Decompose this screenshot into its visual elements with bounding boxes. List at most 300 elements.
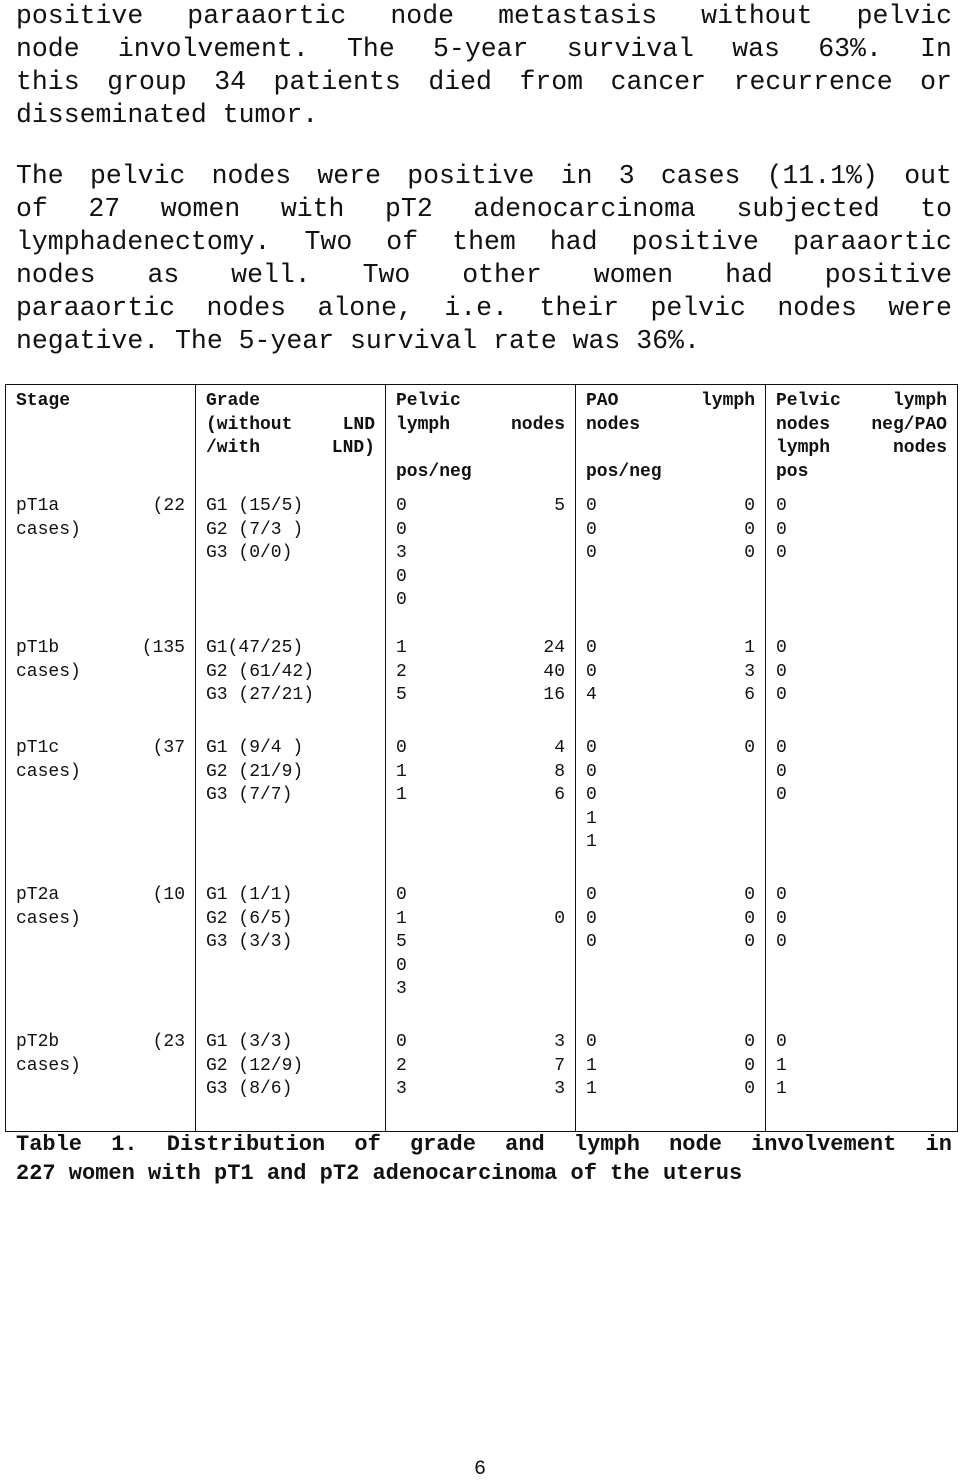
pelvic-nodes-cell [386, 490, 576, 632]
value-line: 1 [776, 1079, 787, 1099]
value-row [396, 1055, 565, 1079]
word: lymphadenectomy. [16, 227, 271, 257]
value-row [396, 955, 565, 979]
grade-line: G2 (21/9) [206, 761, 304, 782]
grade-cell [196, 632, 386, 732]
word: of [354, 1132, 381, 1157]
word: grade [409, 1132, 476, 1157]
header-word: neg/PAO [871, 414, 947, 435]
word: The [159, 326, 223, 356]
value-row [586, 519, 755, 543]
header-word: lymph [776, 438, 831, 458]
word: their [539, 293, 619, 323]
header-pao-nodes [576, 385, 766, 491]
header-word: LND) [331, 438, 375, 458]
word: this [16, 67, 80, 97]
grade-line: G3 (8/6) [206, 1079, 293, 1099]
word: positive [824, 260, 952, 290]
value-row [586, 908, 755, 932]
neg-value: 0 [744, 1079, 755, 1099]
word: negative. [16, 326, 160, 356]
grade-line: G1(47/25) [206, 638, 304, 658]
word: nodes [777, 293, 857, 323]
neg-value: 3 [744, 661, 755, 682]
caption-line [16, 1130, 952, 1159]
value-row [396, 589, 565, 613]
stage-word: cases) [16, 908, 81, 929]
stage-cell [6, 490, 196, 632]
word: in [925, 1132, 952, 1157]
value-line: 0 [776, 1032, 787, 1052]
pos-value: 5 [396, 932, 407, 952]
word: node [390, 1, 455, 31]
word: 1. [111, 1132, 138, 1157]
neg-value: 4 [554, 738, 565, 758]
pos-value: 0 [586, 908, 597, 929]
pao-nodes-cell [576, 879, 766, 1026]
value-line: 0 [776, 638, 787, 658]
word: 63%. [818, 34, 882, 64]
neg-value: 0 [744, 932, 755, 952]
value-row [396, 784, 565, 808]
page-number: 6 [473, 1458, 486, 1481]
word: of [557, 1161, 597, 1186]
header-word: pos/neg [396, 461, 472, 482]
pos-value: 0 [396, 496, 407, 516]
word: to [920, 194, 952, 224]
word: of [16, 194, 48, 224]
value-row [396, 1031, 565, 1055]
value-row [586, 784, 755, 808]
pao-nodes-cell [576, 632, 766, 732]
pelvic-neg-pao-pos-cell [766, 879, 958, 1026]
word: 3 [618, 161, 635, 191]
grade-line: G1 (1/1) [206, 885, 293, 905]
word: Two [362, 260, 411, 290]
pos-value: 0 [586, 1032, 597, 1052]
grade-line: G3 (0/0) [206, 543, 293, 563]
pos-value: 1 [586, 1079, 597, 1099]
header-word: /with [206, 438, 261, 458]
text-line [16, 259, 952, 292]
header-line [206, 437, 375, 461]
pos-value: 2 [396, 1055, 407, 1076]
word: The [347, 34, 395, 64]
pos-value: 2 [396, 661, 407, 682]
table-row [6, 879, 958, 1026]
word: lymph [573, 1132, 640, 1157]
value-line: 0 [776, 932, 787, 952]
pos-value: 4 [586, 685, 597, 705]
word: involvement [751, 1132, 897, 1157]
value-line: 0 [776, 661, 787, 682]
pao-nodes-cell [576, 490, 766, 632]
header-word: Pelvic [396, 391, 461, 411]
header-line [206, 390, 375, 414]
header-word: LND [342, 414, 375, 435]
paragraph-results-paraaortic [16, 0, 952, 132]
stage-word: (10 [152, 885, 185, 905]
header-word: lymph [700, 391, 755, 411]
pos-value: 1 [586, 1055, 597, 1076]
word: in [560, 161, 593, 191]
pos-value: 0 [586, 885, 597, 905]
header-word: lymph [892, 391, 947, 411]
header-line [776, 414, 947, 438]
value-line: 0 [776, 496, 787, 516]
stage-word: (23 [152, 1032, 185, 1052]
header-line [776, 437, 947, 461]
stage-word: (135 [141, 638, 185, 658]
word: uterus [649, 1161, 743, 1186]
word: 27 [88, 194, 121, 224]
header-word: PAO [586, 391, 619, 411]
neg-value: 0 [744, 1032, 755, 1052]
grade-line: G2 (61/42) [206, 661, 315, 682]
stage-word: pT1a [16, 496, 60, 516]
word: pT2 [385, 194, 433, 224]
stage-line [16, 737, 185, 761]
word: cases [660, 161, 741, 191]
stage-word: cases) [16, 761, 81, 782]
grade-line: G2 (6/5) [206, 908, 293, 929]
grade-line: G1 (3/3) [206, 1032, 293, 1052]
pos-value: 0 [586, 496, 597, 516]
value-row [396, 495, 565, 519]
word: were [888, 293, 952, 323]
word: 34 [214, 67, 247, 97]
word: was [556, 326, 621, 356]
stage-line [16, 519, 185, 543]
grade-line: G2 (7/3 ) [206, 519, 304, 540]
neg-value: 5 [554, 496, 565, 516]
value-row [586, 761, 755, 785]
word: out [904, 161, 952, 191]
header-word: pos [776, 461, 809, 482]
word: and [253, 1161, 307, 1186]
word: positive [16, 1, 144, 31]
neg-value: 16 [543, 685, 565, 705]
pos-value: 3 [396, 979, 407, 999]
value-row [396, 519, 565, 543]
header-line [396, 437, 565, 461]
text-line [16, 160, 952, 193]
value-row [396, 637, 565, 661]
value-row [396, 884, 565, 908]
header-line [396, 461, 565, 485]
pos-value: 0 [586, 661, 597, 682]
word: tumor. [206, 100, 319, 130]
neg-value: 6 [744, 685, 755, 705]
neg-value: 40 [543, 661, 565, 682]
text-line [16, 33, 952, 66]
value-row [586, 661, 755, 685]
value-row [586, 931, 755, 955]
header-line [586, 414, 755, 438]
pos-value: 0 [586, 638, 597, 658]
stage-line [16, 761, 185, 785]
value-row [396, 737, 565, 761]
word: 227 [16, 1161, 56, 1186]
stage-line [16, 495, 185, 519]
word: pelvic [89, 161, 186, 191]
pos-value: 0 [396, 885, 407, 905]
grade-line: G3 (7/7) [206, 785, 293, 805]
stage-line [16, 661, 185, 685]
stage-word: cases) [16, 661, 81, 682]
grade-line: G2 (12/9) [206, 1055, 304, 1076]
value-row [586, 808, 755, 832]
word: disseminated [16, 100, 207, 130]
word: or [920, 67, 952, 97]
stage-word: pT2b [16, 1032, 60, 1052]
header-line [586, 437, 755, 461]
header-stage [6, 385, 196, 491]
header-word: lymph [396, 414, 451, 435]
word: alone, [317, 293, 413, 323]
word: women [55, 1161, 135, 1186]
word: the [596, 1161, 650, 1186]
pelvic-nodes-cell [386, 732, 576, 879]
word: them [452, 227, 516, 257]
header-word: Pelvic [776, 391, 841, 411]
word: cancer [610, 67, 707, 97]
word: survival [334, 326, 478, 356]
grade-line: G1 (15/5) [206, 496, 304, 516]
pos-value: 0 [396, 955, 407, 976]
word: i.e. [444, 293, 508, 323]
pos-value: 0 [586, 543, 597, 563]
word: 36%. [620, 326, 700, 356]
word: (11.1%) [766, 161, 878, 191]
text-line [16, 292, 952, 325]
stage-word: pT1c [16, 738, 60, 758]
value-row [396, 566, 565, 590]
value-row [396, 931, 565, 955]
word: The [16, 161, 64, 191]
grade-lymph-node-table [5, 384, 958, 1132]
word: metastasis [498, 1, 658, 31]
pos-value: 0 [586, 738, 597, 758]
stage-word: cases) [16, 1055, 81, 1076]
header-word: nodes [510, 414, 565, 435]
text-line [16, 226, 952, 259]
text-line [16, 0, 952, 33]
value-row [586, 831, 755, 855]
word: well. [231, 260, 311, 290]
value-row [586, 495, 755, 519]
word: pT2 [306, 1161, 360, 1186]
value-row [396, 978, 565, 1002]
header-line [16, 390, 185, 414]
word: paraaortic [792, 227, 952, 257]
stage-cell [6, 1026, 196, 1132]
header-word: pos/neg [586, 461, 662, 482]
neg-value: 3 [554, 1079, 565, 1099]
value-row [396, 661, 565, 685]
stage-word: (22 [152, 496, 185, 516]
word: involvement. [117, 34, 309, 64]
neg-value: 0 [554, 908, 565, 929]
pos-value: 1 [586, 832, 597, 852]
table-row [6, 732, 958, 879]
value-row [586, 542, 755, 566]
word: 5-year [433, 34, 529, 64]
pos-value: 0 [586, 761, 597, 782]
pos-value: 5 [396, 685, 407, 705]
neg-value: 3 [554, 1032, 565, 1052]
word: nodes [16, 260, 96, 290]
value-line: 0 [776, 519, 787, 540]
word: subjected [736, 194, 880, 224]
header-line [396, 414, 565, 438]
pos-value: 0 [586, 785, 597, 805]
word: women [160, 194, 241, 224]
stage-word: pT2a [16, 885, 60, 905]
value-row [396, 1078, 565, 1102]
neg-value: 8 [554, 761, 565, 782]
neg-value: 0 [744, 496, 755, 516]
stage-word: pT1b [16, 638, 60, 658]
word: node [669, 1132, 722, 1157]
stage-cell [6, 879, 196, 1026]
word: of [386, 227, 419, 257]
word: paraaortic [16, 293, 176, 323]
word: from [519, 67, 584, 97]
pao-nodes-cell [576, 1026, 766, 1132]
word: node [16, 34, 80, 64]
grade-line: G1 (9/4 ) [206, 738, 304, 758]
value-line: 0 [776, 908, 787, 929]
grade-cell [196, 1026, 386, 1132]
word: pelvic [856, 1, 952, 31]
header-word: Grade [206, 391, 261, 411]
word: recurrence [733, 67, 893, 97]
grade-cell [196, 490, 386, 632]
pos-value: 1 [396, 908, 407, 929]
table-row [6, 490, 958, 632]
word: with [280, 194, 345, 224]
pelvic-nodes-cell [386, 1026, 576, 1132]
neg-value: 0 [744, 885, 755, 905]
pos-value: 0 [586, 519, 597, 540]
caption-line [16, 1159, 952, 1188]
header-word: nodes [776, 414, 831, 435]
pos-value: 3 [396, 1079, 407, 1099]
pos-value: 1 [396, 638, 407, 658]
pos-value: 0 [396, 738, 407, 758]
pelvic-neg-pao-pos-cell [766, 490, 958, 632]
word: survival [566, 34, 694, 64]
word: were [317, 161, 381, 191]
value-line: 0 [776, 685, 787, 705]
value-row [586, 637, 755, 661]
header-word: nodes [892, 438, 947, 458]
value-row [396, 542, 565, 566]
neg-value: 7 [554, 1055, 565, 1076]
value-line: 0 [776, 885, 787, 905]
value-row [586, 1055, 755, 1079]
value-row [586, 1078, 755, 1102]
pos-value: 1 [396, 761, 407, 782]
pelvic-neg-pao-pos-cell [766, 732, 958, 879]
stage-line [16, 637, 185, 661]
pos-value: 0 [586, 932, 597, 952]
neg-value: 1 [744, 638, 755, 658]
word: In [920, 34, 952, 64]
stage-word: cases) [16, 519, 81, 540]
value-line: 0 [776, 785, 787, 805]
word: pelvic [650, 293, 746, 323]
word: and [505, 1132, 545, 1157]
neg-value: 24 [543, 638, 565, 658]
table-row [6, 1026, 958, 1132]
neg-value: 0 [744, 738, 755, 758]
text-line [16, 99, 952, 132]
header-line [586, 461, 755, 485]
pelvic-neg-pao-pos-cell [766, 632, 958, 732]
word: as [147, 260, 180, 290]
pelvic-nodes-cell [386, 632, 576, 732]
word: without [701, 1, 813, 31]
word: patients [273, 67, 401, 97]
value-row [586, 884, 755, 908]
word: paraaortic [187, 1, 347, 31]
value-row [586, 737, 755, 761]
pos-value: 0 [396, 590, 407, 610]
grade-line: G3 (3/3) [206, 932, 293, 952]
word: adenocarcinoma [359, 1161, 558, 1186]
pos-value: 1 [396, 785, 407, 805]
word: died [428, 67, 492, 97]
word: nodes [206, 293, 287, 323]
pelvic-nodes-cell [386, 879, 576, 1026]
word: women [593, 260, 674, 290]
value-row [586, 1031, 755, 1055]
header-line [586, 390, 755, 414]
header-line [206, 414, 375, 438]
text-line [16, 66, 952, 99]
neg-value: 0 [744, 519, 755, 540]
word: positive [407, 161, 535, 191]
value-row [396, 684, 565, 708]
word: positive [631, 227, 759, 257]
word: rate [477, 326, 557, 356]
text-line [16, 193, 952, 226]
value-line: 0 [776, 738, 787, 758]
header-pelvic-nodes [386, 385, 576, 491]
header-line [776, 461, 947, 485]
value-line: 0 [776, 543, 787, 563]
stage-word: (37 [152, 738, 185, 758]
word: was [732, 34, 780, 64]
header-grade [196, 385, 386, 491]
word: had [549, 227, 598, 257]
pos-value: 0 [396, 519, 407, 540]
paragraph-pt2-pelvic-nodes [16, 160, 952, 358]
header-word: Stage [16, 391, 71, 411]
stage-line [16, 1031, 185, 1055]
value-row [396, 761, 565, 785]
neg-value: 0 [744, 908, 755, 929]
value-row [586, 684, 755, 708]
neg-value: 0 [744, 543, 755, 563]
word: Table [16, 1132, 83, 1157]
word: Two [304, 227, 353, 257]
header-line [396, 390, 565, 414]
grade-line: G3 (27/21) [206, 685, 315, 705]
pos-value: 1 [586, 808, 597, 829]
